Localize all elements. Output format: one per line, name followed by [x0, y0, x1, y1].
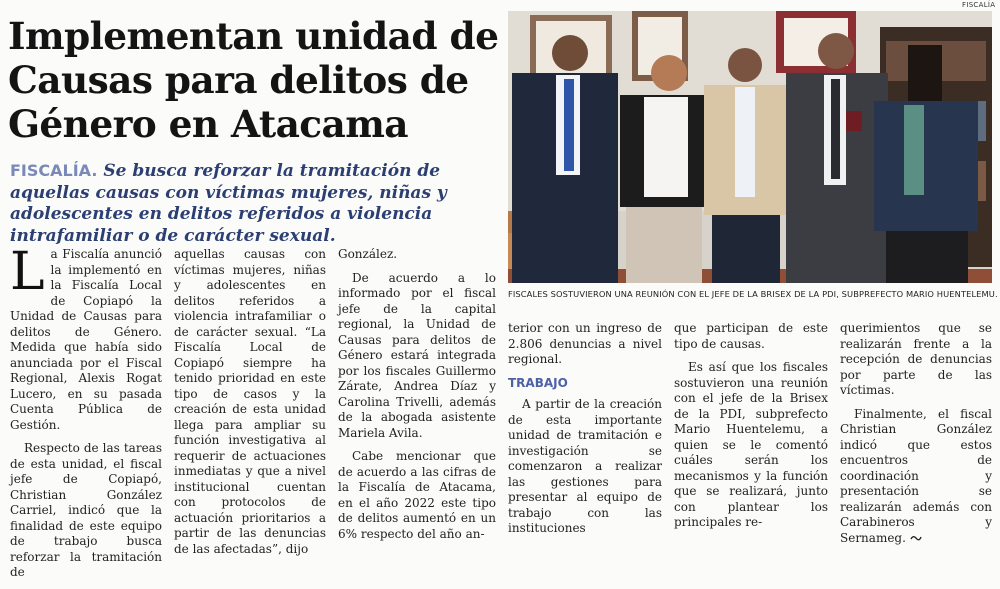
body-column-6 — [840, 321, 992, 554]
body-column-5 — [674, 321, 828, 539]
paragraph — [10, 242, 162, 433]
paragraph: Es así que los fiscales sostuvieron una reunión con el jefe de la Brisex de la PDI, subprefecto Mario Huentelemu, a quien se le comentó cuáles serán los mecanismos y la función que se realizará, junto con plantear los principales re- — [674, 360, 828, 529]
body-column-3 — [338, 247, 496, 550]
paragraph — [840, 407, 992, 547]
body-column-1 — [10, 242, 162, 589]
paragraph: A partir de la creación de esta importante unidad de tramitación e investigación se comenzaron a realizar las gestiones para presentar al equipo de trabajo con las instituciones — [508, 397, 662, 535]
body-column-2 — [174, 247, 326, 565]
paragraph: De acuerdo a lo informado por el fiscal jefe de la capital regional, la Unidad de Causas para delitos de Género estará integrada por los fiscales Guillermo Zárate, Andrea Díaz y Carolina Trivelli, además de la abogada asistente Mariela Avila. — [338, 270, 496, 440]
paragraph: que participan de este tipo de causas. — [674, 321, 828, 351]
section-label: FISCALÍA. — [10, 161, 98, 180]
paragraph: Cabe mencionar que de acuerdo a las cifras de la Fiscalía de Atacama, en el año 2022 este tipo de delitos aumentó en un 6% respecto del año an- — [338, 449, 496, 541]
lead-text: Se busca reforzar la tramitación de aquellas causas con víctimas mujeres, niñas y adolescentes en delitos referidos a violencia intrafamiliar o de carácter sexual. — [10, 161, 447, 246]
paragraph: Respecto de las tareas de esta unidad, el fiscal jefe de Copiapó, Christian González Carriel, indicó que la finalidad de este equipo de trabajo busca reforzar la tramitación de — [10, 441, 162, 579]
paragraph-text: a Fiscalía anunció la implementó en la Fiscalía Local de Copiapó la Unidad de Causas para delitos de Género. Medida que había sido anunciada por el Fiscal Regional, Alexis Rogat Lucero, en su pasada Cuenta Pública de Gestión. — [10, 247, 162, 432]
section-subhead: TRABAJO — [508, 375, 568, 390]
paragraph: querimientos que se realizarán frente a la recepción de denuncias por parte de las víctimas. — [840, 321, 992, 397]
meeting-photo — [508, 11, 992, 283]
photo-caption: FISCALES SOSTUVIERON UNA REUNIÓN CON EL JEFE DE LA BRISEX DE LA PDI, SUBPREFECTO MARIO HUENTELEMU. — [508, 289, 998, 299]
paragraph: González. — [338, 247, 398, 261]
paragraph-text: Finalmente, el fiscal Christian González indicó que estos encuentros de coordinación y presentación se realizarán además con Carabineros y Sernameg. — [840, 406, 992, 545]
lead-paragraph — [10, 160, 502, 247]
drop-cap: L — [10, 242, 45, 302]
body-column-4 — [508, 321, 662, 545]
headline: Implementan unidad de Causas para delitos de Género en Atacama — [8, 14, 499, 146]
end-of-article-mark-icon — [910, 534, 922, 543]
photo-credit: FISCALÍA — [962, 1, 996, 9]
paragraph: terior con un ingreso de 2.806 denuncias a nivel regional. — [508, 321, 662, 366]
paragraph: aquellas causas con víctimas mujeres, niñas y adolescentes en delitos referidos a violencia intrafamiliar o de carácter sexual. “La Fiscalía Local de Copiapó siempre ha tenido prioridad en este tipo de casos y la creación de esta unidad llega para ampliar su función investigativa al requerir de actuaciones inmediatas y que a nivel institucional cuentan con protocolos de actuación prioritarios a partir de las denuncias de las afectadas”, dijo — [174, 247, 326, 556]
